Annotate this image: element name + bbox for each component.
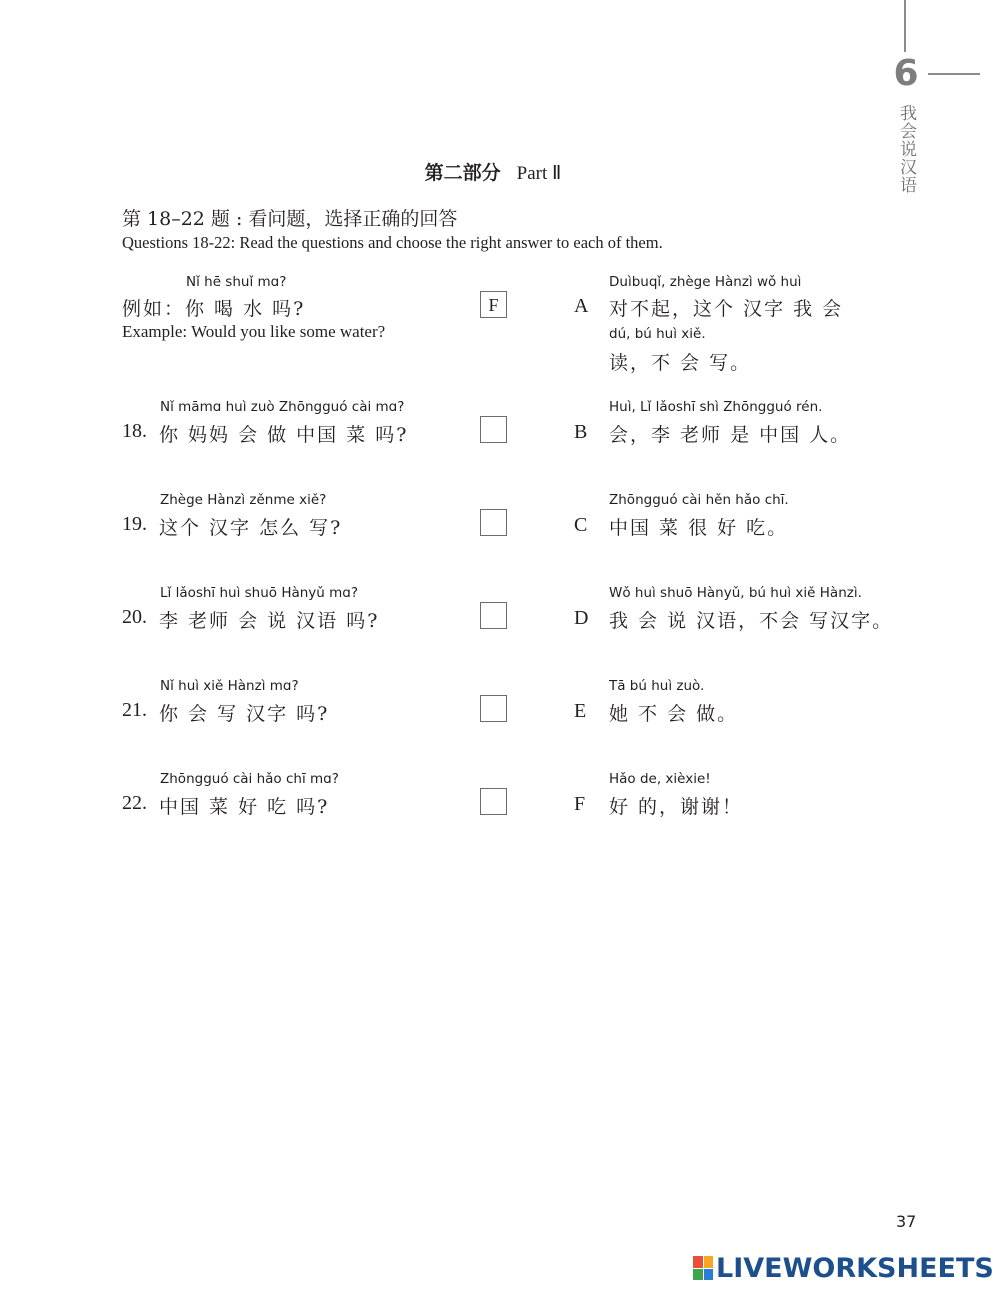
option-letter: A (574, 295, 589, 317)
chapter-number: 6 (893, 53, 919, 94)
option-pinyin: Hǎo de, xièxie! (609, 771, 711, 787)
logo-block-icon (704, 1256, 714, 1268)
question-pinyin: Nǐ huì xiě Hànzì mɑ? (160, 678, 299, 694)
option-chinese: 她 不 会 做。 (609, 703, 739, 725)
question-chinese: 中国 菜 好 吃 吗? (159, 796, 330, 818)
option-letter: D (574, 607, 589, 629)
chapter-tab-horizontal-line (928, 73, 980, 75)
option-letter: E (574, 700, 587, 722)
answer-box-18[interactable] (480, 416, 507, 443)
chapter-title: 我会说汉语 (896, 104, 916, 194)
question-number: 18. (122, 420, 147, 442)
answer-box-20[interactable] (480, 602, 507, 629)
liveworksheets-logo (693, 1251, 994, 1285)
example-answer-box: F (480, 291, 507, 318)
section-title-zh: 第二部分 (424, 162, 501, 184)
answer-box-21[interactable] (480, 695, 507, 722)
instructions-zh: 第 18–22 题 : 看问题，选择正确的回答 (122, 208, 458, 230)
option-chinese: 对不起，这个 汉字 我 会 (609, 298, 844, 320)
option-pinyin: Duìbuqǐ, zhège Hànzì wǒ huì (609, 274, 802, 290)
question-pinyin: Zhège Hànzì zěnme xiě? (160, 492, 327, 508)
question-pinyin: Zhōngguó cài hǎo chī mɑ? (160, 771, 339, 787)
logo-block-icon (693, 1256, 703, 1268)
section-title-en: Part Ⅱ (516, 163, 562, 184)
logo-block-icon (704, 1269, 714, 1281)
example-question (122, 294, 305, 321)
option-letter: F (574, 793, 586, 815)
question-number: 20. (122, 606, 147, 628)
option-chinese: 会，李 老师 是 中国 人。 (609, 424, 852, 446)
question-chinese: 你 会 写 汉字 吗? (159, 703, 330, 725)
option-pinyin-line2: dú, bú huì xiě. (609, 326, 706, 342)
option-letter: B (574, 421, 588, 443)
option-letter: C (574, 514, 588, 536)
logo-text: LIVEWORKSHEETS (716, 1252, 994, 1284)
option-pinyin: Huì, Lǐ lǎoshī shì Zhōngguó rén. (609, 399, 823, 415)
example-english: Example: Would you like some water? (122, 322, 386, 341)
answer-box-19[interactable] (480, 509, 507, 536)
option-pinyin: Tā bú huì zuò. (609, 678, 705, 694)
option-chinese-line2: 读，不 会 写。 (609, 352, 752, 374)
option-pinyin: Wǒ huì shuō Hànyǔ, bú huì xiě Hànzì. (609, 585, 862, 601)
logo-blocks-icon (693, 1256, 713, 1280)
question-chinese: 这个 汉字 怎么 写? (159, 517, 343, 539)
question-pinyin: Nǐ māmɑ huì zuò Zhōngguó cài mɑ? (160, 399, 405, 415)
option-chinese: 我 会 说 汉语，不会 写汉字。 (609, 610, 894, 632)
question-number: 22. (122, 792, 147, 814)
page-number: 37 (896, 1212, 917, 1231)
example-label: 例如： (122, 298, 186, 320)
question-chinese: 李 老师 会 说 汉语 吗? (159, 610, 380, 632)
question-pinyin: Lǐ lǎoshī huì shuō Hànyǔ mɑ? (160, 585, 359, 601)
question-number: 21. (122, 699, 147, 721)
option-chinese: 好 的，谢谢！ (609, 796, 744, 818)
logo-block-icon (693, 1269, 703, 1281)
instructions-en: Questions 18-22: Read the questions and choose the right answer to each of them. (122, 233, 663, 252)
chapter-tab-vertical-line (904, 0, 906, 52)
answer-box-22[interactable] (480, 788, 507, 815)
example-pinyin: Nǐ hē shuǐ mɑ? (186, 274, 287, 290)
option-pinyin: Zhōngguó cài hěn hǎo chī. (609, 492, 789, 508)
example-chinese: 你 喝 水 吗? (185, 298, 306, 320)
question-chinese: 你 妈妈 会 做 中国 菜 吗? (159, 424, 409, 446)
section-title (0, 158, 986, 185)
question-number: 19. (122, 513, 147, 535)
option-chinese: 中国 菜 很 好 吃。 (609, 517, 789, 539)
